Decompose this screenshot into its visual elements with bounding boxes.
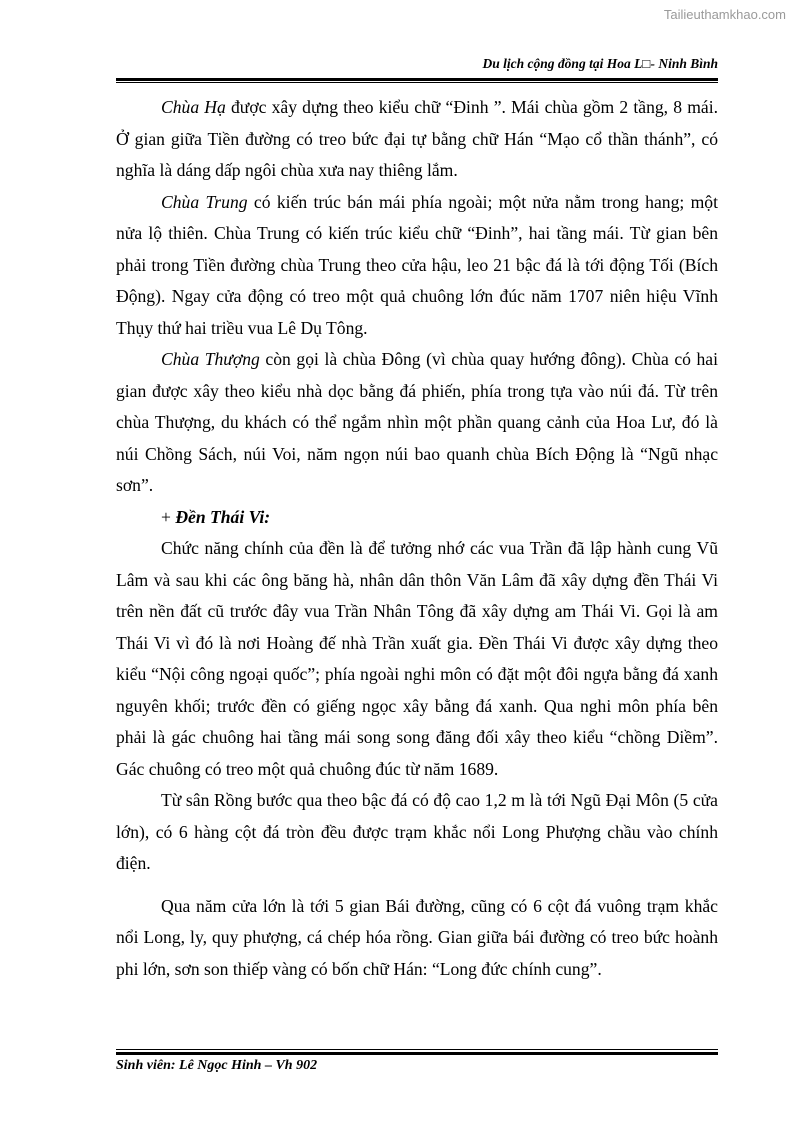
paragraph-chua-ha bbox=[116, 92, 718, 187]
paragraph-lead: Chùa Hạ bbox=[161, 97, 226, 117]
header-rule-thick bbox=[116, 78, 718, 81]
document-body bbox=[116, 92, 718, 985]
watermark-text: Tailieuthamkhao.com bbox=[663, 7, 786, 22]
paragraph-lead: Chùa Trung bbox=[161, 191, 248, 212]
paragraph-body: Chức năng chính của đền là để tưởng nhớ các vua Trần đã lập hành cung Vũ Lâm và sau khi các ông băng hà, nhân dân thôn Văn Lâm đã xây dựng đền Thái Vi trên nền đất cũ trước đây vua Trần Nhân Tông đã xây dựng am Thái Vi. Gọi là am Thái Vi vì đó là nơi Hoàng đế nhà Trần xuất gia. Đền Thái Vi được xây dựng theo kiểu “Nội công ngoại quốc”; phía ngoài nghi môn có đặt một đôi ngựa bằng đá xanh nguyên khối; trước đền có giếng ngọc xây bằng đá xanh. Qua nghi môn phía bên phải là gác chuông hai tầng mái song song đăng đối xây theo kiểu “chồng Diềm”. Gác chuông có treo một quả chuông đúc từ năm 1689. bbox=[116, 538, 718, 779]
section-heading-text: Đền Thái Vi: bbox=[175, 506, 271, 527]
header-rule-thin bbox=[116, 82, 718, 83]
paragraph-chua-thuong bbox=[116, 344, 718, 502]
section-heading bbox=[116, 502, 718, 534]
paragraph-text: còn gọi là chùa Đông (vì chùa quay hướng đông). Chùa có hai gian được xây theo kiểu nhà dọc bằng đá phiến, phía trong tựa vào núi đá. Từ trên chùa Thượng, du khách có thể ngắm nhìn một phần quang cảnh của Hoa Lư, đó là núi Chồng Sách, núi Voi, năm ngọn núi bao quanh chùa Bích Động là “Ngũ nhạc sơn”. bbox=[116, 349, 719, 495]
paragraph-chua-trung bbox=[116, 187, 718, 345]
footer-rule-thin bbox=[116, 1049, 718, 1050]
paragraph-body: Từ sân Rồng bước qua theo bậc đá có độ cao 1,2 m là tới Ngũ Đại Môn (5 cửa lớn), có 6 hàng cột đá tròn đều được trạm khắc nổi Long Phượng chầu vào chính điện. bbox=[116, 790, 718, 873]
footer-rule-thick bbox=[116, 1052, 718, 1055]
page-footer-author: Sinh viên: Lê Ngọc Hinh – Vh 902 bbox=[116, 1058, 318, 1073]
paragraph-lead: Chùa Thượng bbox=[161, 349, 260, 369]
paragraph-body: Qua năm cửa lớn là tới 5 gian Bái đường, cũng có 6 cột đá vuông trạm khắc nổi Long, ly, quy phượng, cá chép hóa rồng. Gian giữa bái đường có treo bức hoành phi lớn, sơn son thiếp vàng có bốn chữ Hán: “Long đức chính cung”. bbox=[116, 895, 718, 979]
page-header-title: Du lịch cộng đồng tại Hoa L□- Ninh Bình bbox=[482, 56, 718, 71]
paragraph-text: có kiến trúc bán mái phía ngoài; một nửa nằm trong hang; một nửa lộ thiên. Chùa Trung có kiến trúc kiểu chữ “Đinh”, hai tầng mái. Từ gian bên phải trong Tiền đường chùa Trung theo cửa hậu, leo 21 bậc đá là tới động Tối (Bích Động). Ngay cửa động có treo một quả chuông lớn đúc năm 1707 niên hiệu Vĩnh Thụy thứ hai triều vua Lê Dụ Tông. bbox=[116, 191, 718, 338]
paragraph-text: được xây dựng theo kiểu chữ “Đinh ”. Mái chùa gồm 2 tầng, 8 mái. Ở gian giữa Tiền đường có treo bức đại tự bằng chữ Hán “Mạo cổ thần thánh”, có nghĩa là dáng dấp ngôi chùa xưa nay thiêng lắm. bbox=[116, 97, 719, 180]
section-prefix: + bbox=[161, 506, 176, 527]
